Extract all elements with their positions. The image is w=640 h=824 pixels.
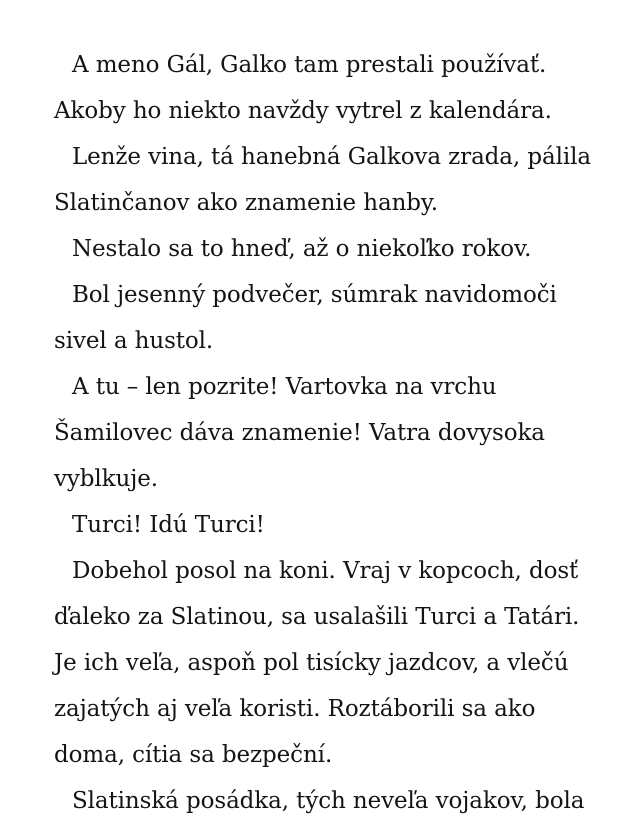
text-line: Šamilovec dáva znamenie! Vatra dovysoka [54,420,545,446]
text-line: Slatinská posádka, tých neveľa vojakov, bola [72,788,585,814]
text-line: Lenže vina, tá hanebná Galkova zrada, pálila [72,144,591,170]
text-line: doma, cítia sa bezpeční. [54,742,333,768]
text-line: ďaleko za Slatinou, sa usalašili Turci a Tatári. [54,604,580,630]
text-line: Akoby ho niekto navždy vytrel z kalendára. [54,98,552,124]
text-line: Turci! Idú Turci! [72,512,265,538]
text-line: A tu – len pozrite! Vartovka na vrchu [72,374,497,400]
text-line: vyblkuje. [54,466,158,492]
text-line: sivel a hustol. [54,328,214,354]
text-line: A meno Gál, Galko tam prestali používať. [72,52,547,78]
page-text [54,42,600,824]
text-line: Slatinčanov ako znamenie hanby. [54,190,438,216]
text-line: Dobehol posol na koni. Vraj v kopcoch, dosť [72,558,579,584]
text-line: zajatých aj veľa koristi. Roztáborili sa ako [54,696,536,722]
text-line: Bol jesenný podvečer, súmrak navidomoči [72,282,557,308]
text-line: Nestalo sa to hneď, až o niekoľko rokov. [72,236,532,262]
text-line: Je ich veľa, aspoň pol tisícky jazdcov, a vlečú [54,650,569,676]
